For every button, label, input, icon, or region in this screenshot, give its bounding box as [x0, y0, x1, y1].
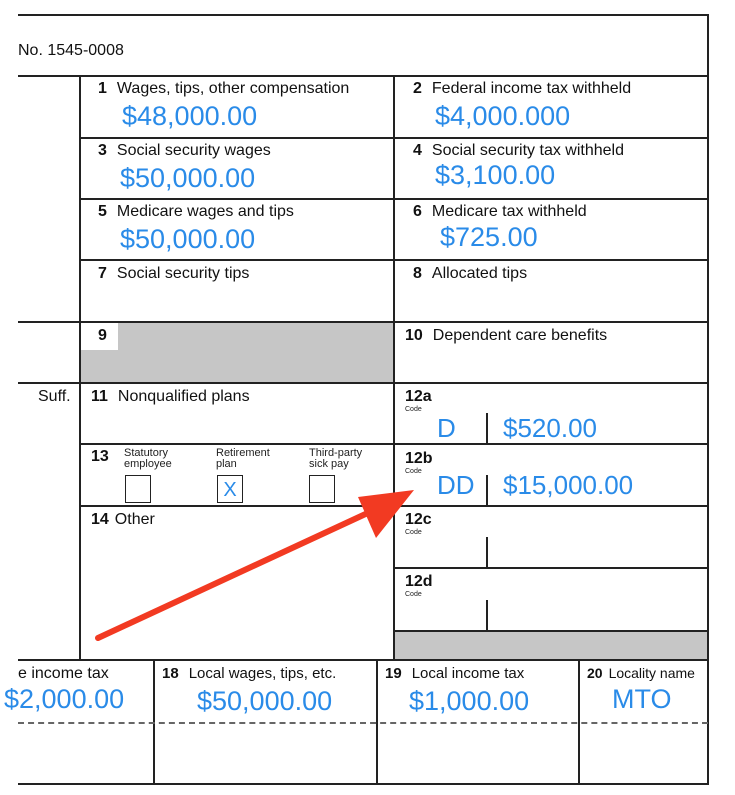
box-12d-label: 12d — [405, 573, 433, 590]
box-4-label: 4 Social security tax withheld — [413, 142, 624, 159]
box-2-value[interactable]: $4,000.000 — [435, 101, 571, 131]
box-12b-code[interactable]: DD — [437, 470, 475, 500]
box-3-value[interactable]: $50,000.00 — [120, 163, 256, 193]
box-12a-code[interactable]: D — [437, 413, 456, 443]
box-12c-label: 12c — [405, 511, 432, 528]
box-7-label: 7 Social security tips — [98, 265, 250, 282]
box-10-label: 10 Dependent care benefits — [405, 327, 608, 344]
retirement-plan-label: Retirement plan — [216, 447, 270, 470]
box-6-label: 6 Medicare tax withheld — [413, 203, 587, 220]
box-12b-code-label: Code — [405, 468, 422, 475]
box-12d-code-label: Code — [405, 591, 422, 598]
box-9-label: 9 — [98, 327, 107, 344]
suffix-label: Suff. — [38, 388, 71, 405]
box-8-label: 8 Allocated tips — [413, 265, 528, 282]
box-20-value[interactable]: MTO — [612, 684, 672, 714]
box-12b-label: 12b — [405, 450, 433, 467]
box-2-label: 2 Federal income tax withheld — [413, 80, 632, 97]
retirement-plan-checkbox[interactable]: X — [217, 475, 243, 503]
box-5-value[interactable]: $50,000.00 — [120, 224, 256, 254]
statutory-employee-label: Statutory employee — [124, 447, 172, 470]
box-11-label: 11 Nonqualified plans — [91, 388, 250, 405]
box-19-label: 19 Local income tax — [385, 665, 525, 682]
box-18-value[interactable]: $50,000.00 — [197, 686, 333, 716]
third-party-sick-pay-label: Third-party sick pay — [309, 447, 363, 470]
box-19-value[interactable]: $1,000.00 — [409, 686, 530, 716]
box-3-label: 3 Social security wages — [98, 142, 271, 159]
omb-number: No. 1545-0008 — [18, 42, 124, 59]
box-18-label: 18 Local wages, tips, etc. — [162, 665, 337, 682]
box-20-label: 20 Locality name — [587, 665, 695, 681]
box-14-label: 14 Other — [91, 511, 155, 528]
box-12a-code-label: Code — [405, 406, 422, 413]
box-6-value[interactable]: $725.00 — [440, 222, 538, 252]
box-12b-amount[interactable]: $15,000.00 — [503, 470, 634, 500]
box-13-label: 13 — [91, 448, 109, 465]
box-12c-code-label: Code — [405, 529, 422, 536]
box-1-value[interactable]: $48,000.00 — [122, 101, 258, 131]
box-17-label: e income tax — [18, 665, 109, 682]
box-17-value[interactable]: $2,000.00 — [4, 684, 125, 714]
arrow-shaft — [98, 511, 372, 638]
box-12a-amount[interactable]: $520.00 — [503, 413, 597, 443]
box-5-label: 5 Medicare wages and tips — [98, 203, 294, 220]
box-1-label: 1 Wages, tips, other compensation — [98, 80, 350, 97]
box-4-value[interactable]: $3,100.00 — [435, 160, 556, 190]
box-12a-label: 12a — [405, 388, 432, 405]
